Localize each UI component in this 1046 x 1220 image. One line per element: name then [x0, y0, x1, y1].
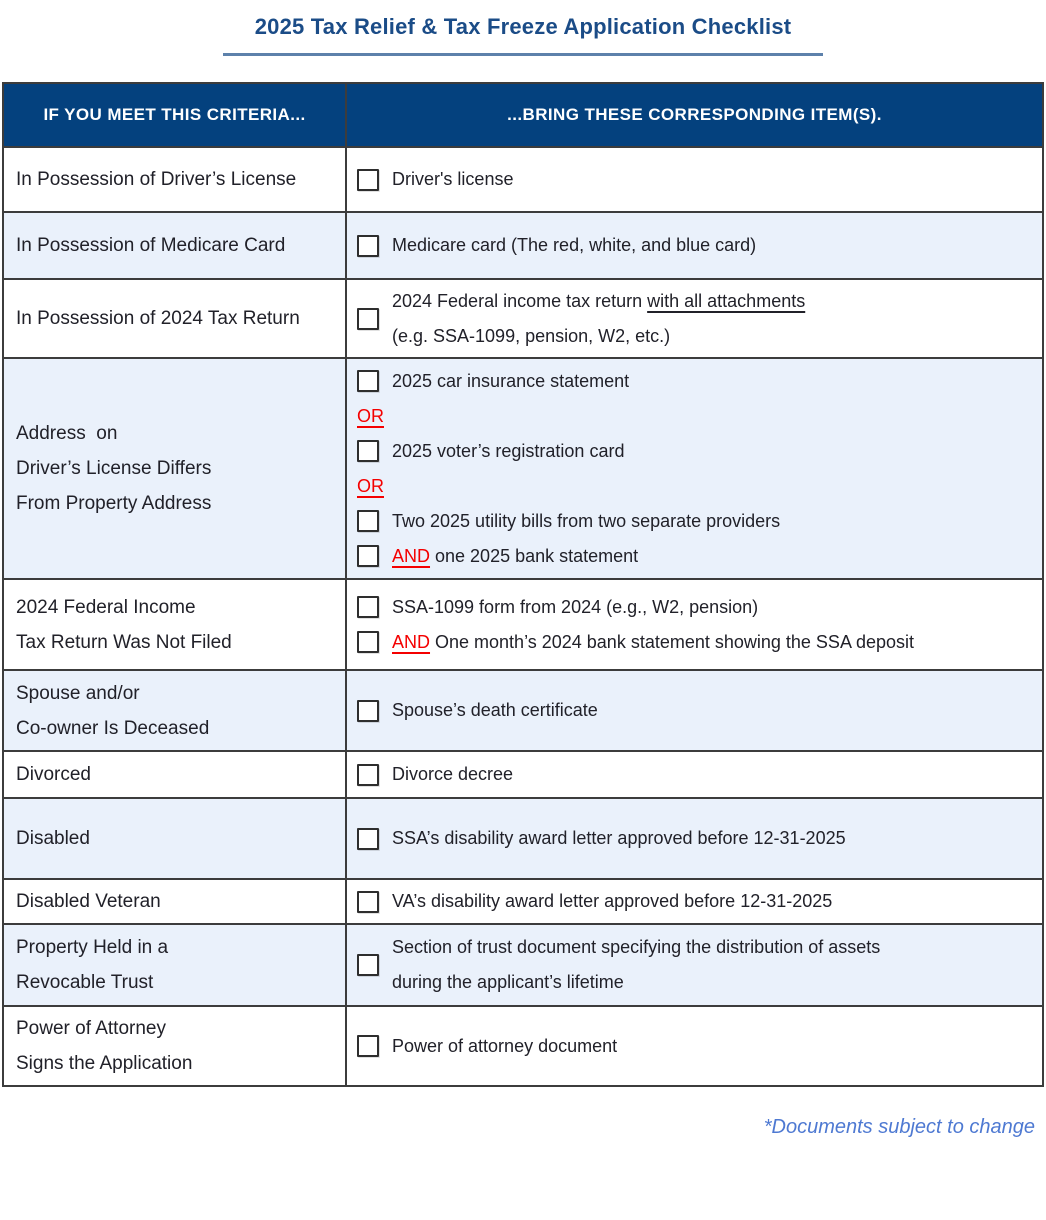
- table-row: [3, 212, 1043, 279]
- checklist-item: [357, 693, 1034, 728]
- criteria-text: 2024 Federal Income: [16, 596, 196, 618]
- checklist-item: [357, 228, 1034, 263]
- checkbox[interactable]: [357, 596, 379, 618]
- criteria-cell: [3, 751, 346, 798]
- item-text: [392, 757, 513, 792]
- item-text-line: [392, 757, 513, 792]
- checklist-item: [357, 434, 1034, 469]
- checklist-item: [357, 469, 1034, 504]
- items-cell: [346, 147, 1043, 212]
- item-text-line: [392, 364, 629, 399]
- checklist-item: [357, 625, 1034, 660]
- item-text: [357, 469, 384, 504]
- item-text: [392, 162, 513, 197]
- table-row: [3, 358, 1043, 579]
- criteria-text: Power of Attorney: [16, 1018, 166, 1039]
- checkbox[interactable]: [357, 891, 379, 913]
- criteria-cell: [3, 212, 346, 279]
- items-cell: [346, 1006, 1043, 1086]
- criteria-text: Disabled: [16, 828, 90, 849]
- criteria-text: In Possession of Medicare Card: [16, 235, 286, 256]
- text-segment: Medicare card (The red, white, and blue card): [392, 235, 757, 255]
- items-cell: [346, 579, 1043, 670]
- page-title: 2025 Tax Relief & Tax Freeze Application Checklist: [254, 14, 792, 39]
- table-row: [3, 147, 1043, 212]
- item-text: [357, 399, 384, 434]
- item-text-line: [392, 884, 832, 919]
- connector-word: AND: [392, 631, 431, 652]
- criteria-cell: [3, 147, 346, 212]
- checklist-item: [357, 284, 1034, 354]
- checklist-table: [2, 82, 1044, 1087]
- checkbox[interactable]: [357, 631, 379, 653]
- item-text: [392, 930, 880, 1000]
- text-segment: 2024 Federal income tax return: [392, 290, 648, 311]
- criteria-text: From Property Address: [16, 493, 212, 514]
- checkbox[interactable]: [357, 510, 379, 532]
- criteria-text: Tax Return Was Not Filed: [16, 631, 232, 653]
- text-segment: (e.g. SSA-1099, pension, W2, etc.): [392, 325, 671, 346]
- checklist-item: [357, 1029, 1034, 1064]
- table-row: [3, 670, 1043, 751]
- checkbox[interactable]: [357, 954, 379, 976]
- text-segment: with all attachments: [647, 290, 806, 311]
- item-text-line: [392, 1029, 617, 1064]
- criteria-cell: [3, 1006, 346, 1086]
- item-text-line: [392, 539, 638, 574]
- checklist-item: [357, 504, 1034, 539]
- checkbox[interactable]: [357, 169, 379, 191]
- item-text-line: [392, 821, 846, 856]
- table-body: [3, 147, 1043, 1086]
- title-underline: [223, 53, 823, 56]
- criteria-cell: [3, 579, 346, 670]
- criteria-cell: [3, 879, 346, 924]
- item-text: [392, 590, 758, 625]
- column-header-items: ...BRING THESE CORRESPONDING ITEM(S).: [346, 83, 1043, 147]
- item-text: [392, 228, 756, 263]
- connector-word: OR: [357, 405, 384, 426]
- table-row: [3, 798, 1043, 879]
- connector-word: OR: [357, 475, 384, 496]
- checklist-item: [357, 162, 1034, 197]
- checkbox[interactable]: [357, 700, 379, 722]
- criteria-cell: [3, 798, 346, 879]
- checklist-item: [357, 590, 1034, 625]
- criteria-cell: [3, 358, 346, 579]
- table-row: [3, 579, 1043, 670]
- table-row: [3, 751, 1043, 798]
- text-segment: SSA’s disability award letter approved before 12-31-2025: [392, 828, 846, 848]
- item-text: [392, 434, 624, 469]
- item-text: [392, 284, 805, 354]
- text-segment: during the applicant’s lifetime: [392, 972, 624, 992]
- checkbox[interactable]: [357, 828, 379, 850]
- checkbox[interactable]: [357, 1035, 379, 1057]
- text-segment: Power of attorney document: [392, 1035, 618, 1056]
- text-segment: Spouse’s death certificate: [392, 700, 598, 720]
- item-text-line: [392, 319, 805, 354]
- criteria-text: Divorced: [16, 764, 91, 785]
- checkbox[interactable]: [357, 545, 379, 567]
- item-text-line: [392, 434, 624, 469]
- item-text: [392, 693, 598, 728]
- item-text: [392, 625, 914, 660]
- text-segment: 2025 voter’s registration card: [392, 440, 625, 461]
- items-cell: [346, 751, 1043, 798]
- text-segment: Divorce decree: [392, 764, 514, 784]
- checklist-item: [357, 539, 1034, 574]
- text-segment: one 2025 bank statement: [430, 545, 639, 566]
- items-cell: [346, 924, 1043, 1006]
- criteria-text: Spouse and/or: [16, 682, 140, 704]
- item-text-line: [392, 965, 880, 1000]
- item-text: [392, 1029, 617, 1064]
- table-row: [3, 879, 1043, 924]
- checkbox[interactable]: [357, 308, 379, 330]
- connector-word: AND: [392, 545, 431, 566]
- text-segment: VA’s disability award letter approved before 12-31-2025: [392, 891, 833, 911]
- item-text-line: [392, 228, 756, 263]
- criteria-text: In Possession of Driver’s License: [16, 169, 297, 190]
- checklist-item: [357, 930, 1034, 1000]
- criteria-text: Co-owner Is Deceased: [16, 717, 210, 739]
- checklist-item: [357, 821, 1034, 856]
- checkbox[interactable]: [357, 440, 379, 462]
- item-text-line: [392, 162, 513, 197]
- item-text-line: [392, 693, 598, 728]
- table-row: [3, 924, 1043, 1006]
- criteria-text: In Possession of 2024 Tax Return: [16, 308, 300, 329]
- items-cell: [346, 879, 1043, 924]
- item-text-line: [392, 625, 914, 660]
- table-row: [3, 1006, 1043, 1086]
- item-text-line: [392, 504, 780, 539]
- item-text: [392, 884, 832, 919]
- checkbox[interactable]: [357, 235, 379, 257]
- items-cell: [346, 670, 1043, 751]
- column-header-criteria: IF YOU MEET THIS CRITERIA...: [3, 83, 346, 147]
- text-segment: One month’s 2024 bank statement showing the SSA deposit: [430, 631, 914, 652]
- item-text: [392, 821, 846, 856]
- text-segment: 2025 car insurance statement: [392, 370, 630, 391]
- criteria-text: Driver’s License Differs: [16, 458, 212, 479]
- checklist-item: [357, 364, 1034, 399]
- criteria-cell: [3, 924, 346, 1006]
- items-cell: [346, 279, 1043, 358]
- text-segment: Driver's license: [392, 169, 514, 189]
- item-text-line: [392, 930, 880, 965]
- criteria-text: Signs the Application: [16, 1053, 193, 1074]
- criteria-text: Revocable Trust: [16, 972, 154, 993]
- table-row: [3, 279, 1043, 358]
- item-text-line: [392, 590, 758, 625]
- items-cell: [346, 358, 1043, 579]
- text-segment: SSA-1099 form from 2024 (e.g., W2, pension): [392, 596, 759, 617]
- criteria-text: Property Held in a: [16, 937, 169, 958]
- checklist-item: [357, 757, 1034, 792]
- items-cell: [346, 798, 1043, 879]
- item-text: [392, 539, 638, 574]
- header-row: [3, 83, 1043, 147]
- criteria-cell: [3, 279, 346, 358]
- criteria-text: Address on: [16, 423, 118, 444]
- item-text: [392, 504, 780, 539]
- criteria-cell: [3, 670, 346, 751]
- item-text-line: [392, 284, 805, 319]
- item-text-line: [357, 399, 384, 434]
- checkbox[interactable]: [357, 370, 379, 392]
- text-segment: Two 2025 utility bills from two separate providers: [392, 510, 781, 531]
- checkbox[interactable]: [357, 764, 379, 786]
- text-segment: Section of trust document specifying the distribution of assets: [392, 937, 881, 957]
- items-cell: [346, 212, 1043, 279]
- checklist-item: [357, 399, 1034, 434]
- criteria-text: Disabled Veteran: [16, 891, 161, 912]
- checklist-item: [357, 884, 1034, 919]
- item-text-line: [357, 469, 384, 504]
- item-text: [392, 364, 629, 399]
- footnote: *Documents subject to change: [763, 1116, 1035, 1138]
